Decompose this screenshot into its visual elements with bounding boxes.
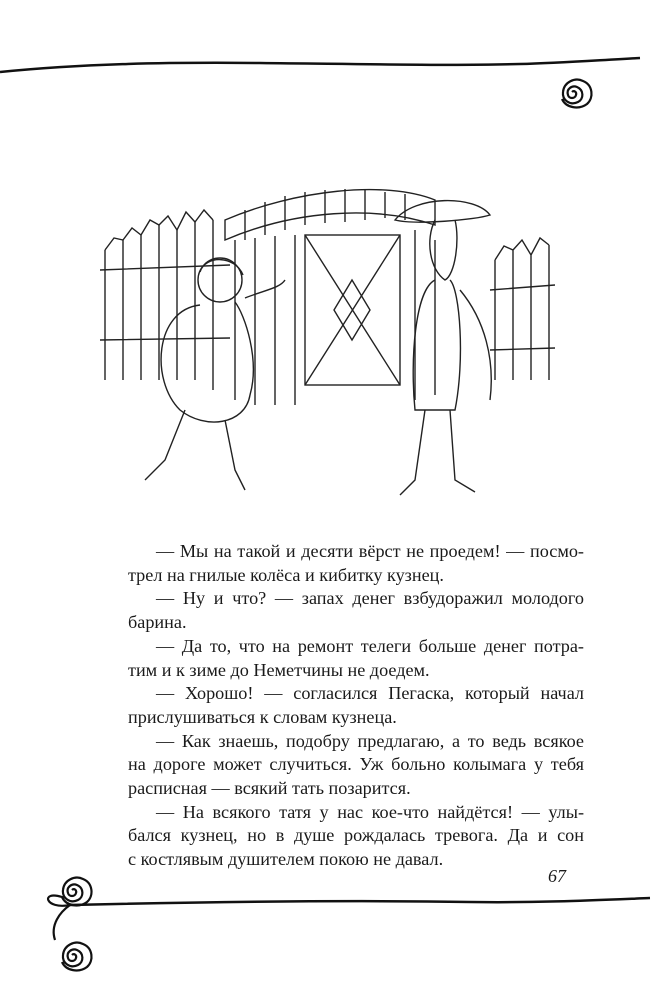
fence xyxy=(100,189,555,405)
top-border-ornament xyxy=(0,0,658,140)
text-line: — Хорошо! — согласился Пегаска, который начал xyxy=(156,683,584,704)
text-line: — Да то, что на ремонт телеги больше денег потра- xyxy=(156,635,584,656)
text-line: прислушиваться к словам кузнеца. xyxy=(128,706,397,727)
thin-man-figure xyxy=(395,201,491,495)
text-line: — Мы на такой и десяти вёрст не проедем! — посмо- xyxy=(156,541,584,561)
text-line: трел на гнилые колёса и кибитку кузнец. xyxy=(128,564,444,585)
fat-man-figure xyxy=(145,258,285,490)
text-line: — Как знаешь, подобру предлагаю, а то ведь всякое xyxy=(156,730,584,751)
spiral-icon xyxy=(562,80,592,108)
text-line: тим и к зиме до Неметчины не доедем. xyxy=(128,659,430,680)
text-line: на дороге может случиться. Уж больно колымага у тебя xyxy=(128,754,584,775)
page-number: 67 xyxy=(548,866,566,886)
text-line: расписная — всякий тать позарится. xyxy=(128,778,411,799)
text-line: — На всякого татя у нас кое-что найдётся! — улы- xyxy=(156,801,584,822)
text-line: барина. xyxy=(128,612,187,633)
story-text xyxy=(128,540,584,872)
text-line: с костлявым душителем покою не давал. xyxy=(128,849,444,870)
illustration-fence-and-two-men xyxy=(95,180,555,520)
text-line: — Ну и что? — запах денег взбудоражил молодого xyxy=(156,588,584,609)
spiral-icon xyxy=(54,905,92,970)
bottom-border-ornament xyxy=(0,850,658,1001)
text-line: бался кузнец, но в душе рождалась тревога. Да и сон xyxy=(128,825,584,846)
spiral-icon xyxy=(48,878,91,906)
